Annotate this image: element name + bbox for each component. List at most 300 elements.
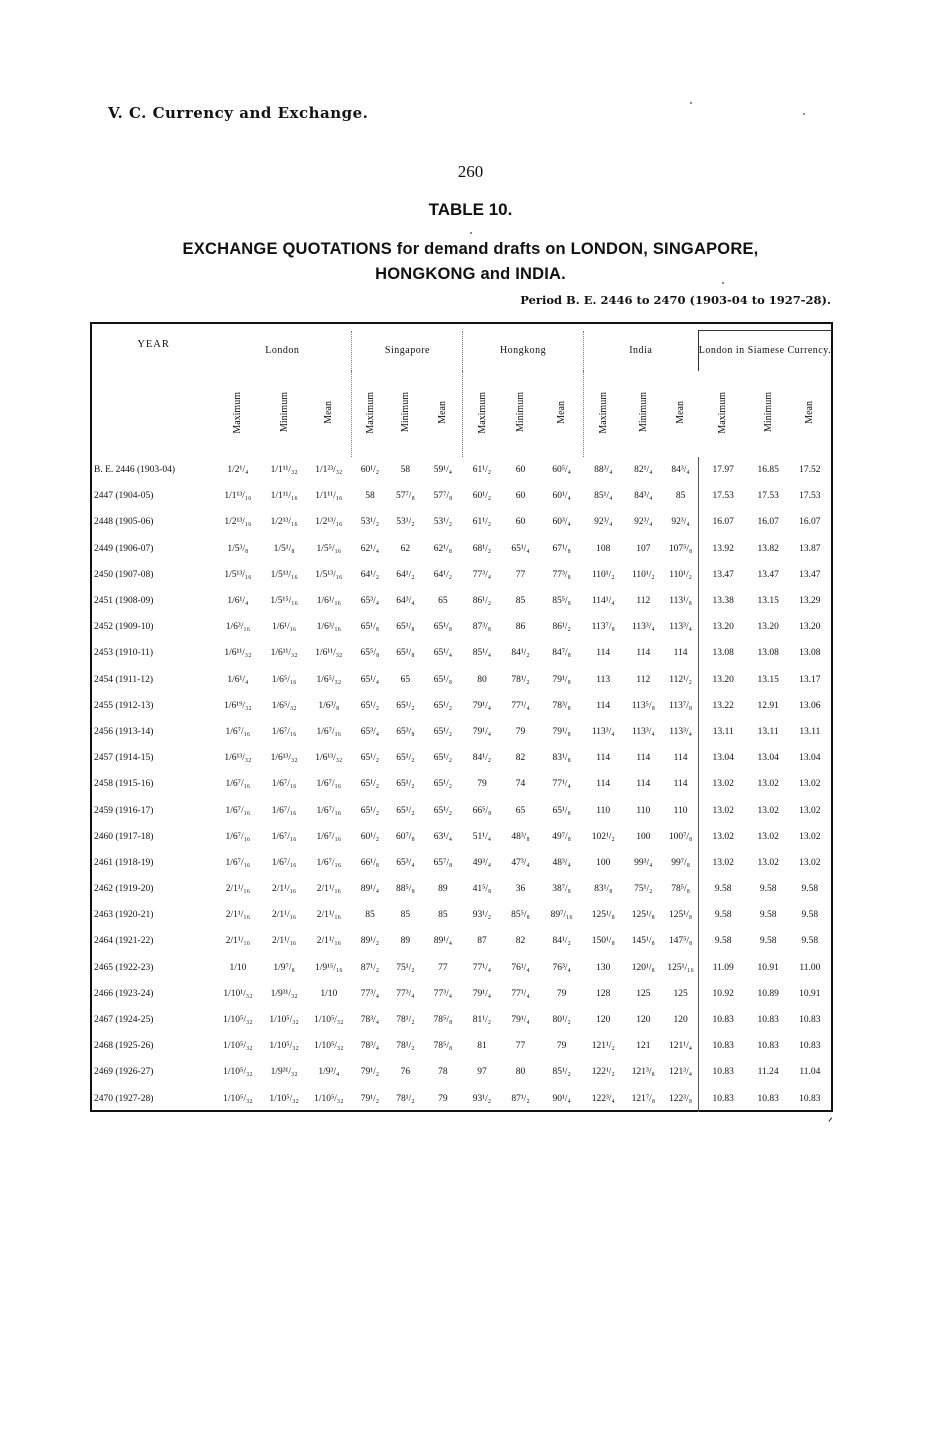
value-cell-london-siamese-maximum: 13.20 bbox=[698, 614, 747, 640]
value-cell-london-maximum: 1/6¹/₄ bbox=[227, 596, 249, 607]
value-cell-india-minimum: 84³/₄ bbox=[634, 491, 653, 502]
table-row bbox=[94, 955, 831, 981]
table-row bbox=[94, 614, 831, 640]
value-cell-london-siamese-minimum: 9.58 bbox=[759, 936, 777, 947]
value-cell-india-mean: 84³/₄ bbox=[671, 465, 690, 476]
value-cell-london-maximum: 1/1¹³/₁₆ bbox=[224, 491, 252, 502]
value-cell-singapore-minimum: 62 bbox=[400, 543, 411, 554]
value-cell-hongkong-mean: 86¹/₂ bbox=[552, 622, 571, 633]
value-cell-singapore-maximum: 78³/₄ bbox=[360, 1015, 380, 1026]
value-cell-london-maximum: 2/1¹/₁₆ bbox=[225, 910, 251, 921]
value-cell-india-minimum: 82¹/₄ bbox=[634, 465, 653, 476]
value-cell-london-mean: 1/10 bbox=[320, 988, 338, 999]
value-cell-hongkong-minimum: 77¹/₄ bbox=[511, 700, 530, 711]
value-cell-london-maximum: 1/6¹/₄ bbox=[227, 674, 249, 685]
value-cell-london-siamese-maximum: 9.58 bbox=[698, 928, 747, 954]
value-cell-london-maximum: 1/5¹³/₁₆ bbox=[224, 569, 252, 580]
exchange-quotations-table bbox=[94, 330, 831, 1112]
value-cell-india-maximum: 113 bbox=[596, 674, 611, 685]
value-cell-london-siamese-minimum: 10.83 bbox=[757, 1093, 779, 1104]
value-cell-hongkong-mean: 79 bbox=[556, 988, 567, 999]
value-cell-singapore-minimum: 57⁷/₈ bbox=[396, 491, 415, 502]
value-cell-london-mean: 1/6¹/₁₆ bbox=[316, 596, 341, 607]
value-cell-london-siamese-maximum: 9.58 bbox=[698, 876, 747, 902]
value-cell-india-maximum: 113³/₄ bbox=[591, 726, 615, 737]
value-cell-london-siamese-mean: 13.17 bbox=[799, 674, 821, 685]
subheader-hongkong-maximum bbox=[463, 371, 501, 457]
value-cell-hongkong-maximum: 87 bbox=[477, 936, 487, 947]
section-title: V. C. Currency and Exchange. bbox=[108, 104, 369, 122]
value-cell-singapore-mean: 77 bbox=[438, 962, 448, 973]
value-cell-london-maximum: 1/10⁵/₃₂ bbox=[223, 1093, 253, 1104]
value-cell-london-siamese-maximum: 17.97 bbox=[698, 457, 747, 483]
value-cell-london-mean: 1/6⁷/₁₆ bbox=[316, 805, 342, 816]
subheader-label: Mean bbox=[675, 401, 687, 424]
value-cell-india-maximum: 120 bbox=[596, 1015, 611, 1026]
scan-speck bbox=[803, 113, 805, 115]
value-cell-hongkong-mean: 85¹/₂ bbox=[552, 1067, 571, 1078]
value-cell-india-minimum: 112 bbox=[636, 596, 651, 607]
value-cell-hongkong-minimum: 86 bbox=[515, 622, 526, 633]
value-cell-london-siamese-minimum: 10.83 bbox=[757, 1015, 779, 1026]
value-cell-india-maximum: 100 bbox=[596, 857, 611, 868]
value-cell-india-maximum: 130 bbox=[596, 962, 611, 973]
value-cell-singapore-mean: 78 bbox=[438, 1067, 448, 1078]
value-cell-singapore-minimum: 65³/₈ bbox=[396, 726, 415, 737]
value-cell-singapore-mean: 65⁷/₈ bbox=[433, 857, 453, 868]
value-cell-hongkong-minimum: 82 bbox=[515, 936, 526, 947]
value-cell-singapore-minimum: 65³/₄ bbox=[396, 857, 415, 868]
value-cell-singapore-maximum: 65¹/₂ bbox=[360, 700, 380, 711]
value-cell-london-siamese-minimum: 13.15 bbox=[757, 596, 779, 607]
value-cell-singapore-mean: 65¹/₈ bbox=[433, 674, 453, 685]
value-cell-hongkong-maximum: 79¹/₄ bbox=[472, 700, 492, 711]
value-cell-london-siamese-mean: 13.06 bbox=[799, 700, 821, 711]
subheader-india-mean bbox=[663, 371, 698, 457]
year-cell: B. E. 2446 (1903-04) bbox=[94, 465, 176, 476]
value-cell-singapore-mean: 77³/₄ bbox=[433, 988, 453, 999]
value-cell-london-mean: 1/6³/₈ bbox=[318, 700, 340, 711]
value-cell-singapore-minimum: 60⁷/₈ bbox=[396, 831, 415, 842]
subheader-label: Mean bbox=[555, 401, 567, 424]
value-cell-singapore-mean: 64¹/₂ bbox=[433, 569, 453, 580]
value-cell-london-mean: 1/5⁵/₁₆ bbox=[316, 543, 342, 554]
value-cell-london-siamese-mean: 13.87 bbox=[799, 543, 821, 554]
value-cell-singapore-mean: 79 bbox=[438, 1093, 448, 1104]
value-cell-india-mean: 121³/₄ bbox=[669, 1067, 693, 1078]
value-cell-india-mean: 113³/₄ bbox=[669, 622, 692, 633]
value-cell-hongkong-minimum: 84¹/₂ bbox=[511, 648, 530, 659]
value-cell-india-mean: 114 bbox=[673, 648, 688, 659]
value-cell-hongkong-mean: 49⁷/₈ bbox=[552, 831, 571, 842]
value-cell-india-minimum: 121 bbox=[636, 1041, 651, 1052]
value-cell-hongkong-mean: 65¹/₈ bbox=[552, 805, 571, 816]
value-cell-hongkong-minimum: 47³/₄ bbox=[511, 857, 530, 868]
subheader-london-minimum bbox=[263, 371, 306, 457]
value-cell-london-siamese-minimum: 13.02 bbox=[757, 831, 779, 842]
value-cell-london-mean: 1/9¹⁵/₁₆ bbox=[315, 962, 343, 973]
value-cell-hongkong-mean: 90¹/₄ bbox=[552, 1093, 571, 1104]
value-cell-london-minimum: 1/6¹¹/₃₂ bbox=[270, 648, 298, 659]
value-cell-hongkong-maximum: 79 bbox=[477, 779, 487, 790]
value-cell-hongkong-mean: 79¹/₈ bbox=[552, 726, 571, 737]
value-cell-london-minimum: 1/5¹/₈ bbox=[273, 543, 295, 554]
value-cell-london-minimum: 1/6⁵/₃₂ bbox=[271, 700, 297, 711]
table-row bbox=[94, 588, 831, 614]
value-cell-india-minimum: 120 bbox=[636, 1015, 651, 1026]
table-title: TABLE 10. bbox=[428, 200, 513, 219]
table-row bbox=[94, 693, 831, 719]
value-cell-hongkong-minimum: 48³/₈ bbox=[511, 831, 530, 842]
value-cell-london-minimum: 1/6⁷/₁₆ bbox=[271, 805, 297, 816]
value-cell-london-mean: 1/9³/₄ bbox=[318, 1067, 340, 1078]
value-cell-hongkong-minimum: 65¹/₄ bbox=[511, 543, 530, 554]
value-cell-london-maximum: 1/2¹/₄ bbox=[227, 465, 249, 476]
value-cell-singapore-maximum: 62¹/₄ bbox=[360, 543, 380, 554]
value-cell-india-maximum: 122¹/₂ bbox=[591, 1067, 615, 1078]
subheader-singapore-minimum bbox=[388, 371, 423, 457]
year-cell: 2450 (1907-08) bbox=[94, 569, 154, 580]
value-cell-london-mean: 1/6⁵/₃₂ bbox=[316, 674, 342, 685]
value-cell-london-maximum: 1/6⁷/₁₆ bbox=[225, 779, 251, 790]
value-cell-india-minimum: 113³/₄ bbox=[631, 622, 655, 633]
subheader-label: Minimum bbox=[514, 392, 526, 433]
value-cell-india-mean: 100⁷/₈ bbox=[668, 831, 693, 842]
year-cell: 2453 (1910-11) bbox=[94, 648, 154, 659]
value-cell-london-siamese-mean: 13.29 bbox=[799, 596, 821, 607]
value-cell-india-maximum: 150¹/₈ bbox=[591, 936, 615, 947]
page-number: 260 bbox=[457, 162, 484, 181]
table-row bbox=[94, 745, 831, 771]
value-cell-india-minimum: 114 bbox=[636, 648, 651, 659]
year-cell: 2467 (1924-25) bbox=[94, 1015, 154, 1026]
value-cell-london-siamese-maximum: 13.02 bbox=[698, 850, 747, 876]
value-cell-london-siamese-minimum: 13.08 bbox=[757, 648, 779, 659]
value-cell-hongkong-maximum: 84¹/₂ bbox=[472, 753, 492, 764]
value-cell-singapore-maximum: 85 bbox=[365, 910, 375, 921]
year-cell: 2461 (1918-19) bbox=[94, 857, 154, 868]
group-header-hongkong: Hongkong bbox=[463, 331, 583, 372]
value-cell-india-maximum: 125¹/₈ bbox=[591, 910, 615, 921]
value-cell-london-maximum: 1/6⁷/₁₆ bbox=[225, 726, 251, 737]
value-cell-singapore-minimum: 88⁵/₈ bbox=[396, 884, 415, 895]
value-cell-london-siamese-mean: 13.11 bbox=[799, 726, 821, 737]
value-cell-singapore-maximum: 53¹/₂ bbox=[360, 517, 380, 528]
value-cell-india-mean: 122³/₈ bbox=[669, 1093, 693, 1104]
value-cell-singapore-minimum: 85 bbox=[400, 910, 411, 921]
value-cell-london-siamese-maximum: 17.53 bbox=[698, 483, 747, 509]
value-cell-hongkong-maximum: 77¹/₄ bbox=[472, 962, 492, 973]
value-cell-singapore-mean: 89¹/₄ bbox=[433, 936, 453, 947]
value-cell-singapore-mean: 65¹/₂ bbox=[433, 726, 453, 737]
value-cell-india-maximum: 85¹/₄ bbox=[594, 491, 613, 502]
table-row bbox=[94, 928, 831, 954]
value-cell-india-minimum: 75¹/₂ bbox=[634, 884, 653, 895]
value-cell-singapore-mean: 78⁵/₈ bbox=[433, 1041, 453, 1052]
value-cell-london-maximum: 1/6¹¹/₃₂ bbox=[224, 648, 252, 659]
value-cell-london-minimum: 1/6¹³/₃₂ bbox=[270, 753, 298, 764]
table-row bbox=[94, 850, 831, 876]
table-heading-line-1: EXCHANGE QUOTATIONS for demand drafts on LONDON, SINGAPORE, bbox=[182, 240, 759, 258]
year-cell: 2462 (1919-20) bbox=[94, 884, 154, 895]
scan-speck bbox=[690, 102, 692, 104]
value-cell-singapore-maximum: 65³/₄ bbox=[360, 726, 380, 737]
value-cell-london-siamese-maximum: 13.47 bbox=[698, 562, 747, 588]
value-cell-india-maximum: 113⁷/₈ bbox=[591, 622, 615, 633]
value-cell-india-maximum: 114 bbox=[596, 779, 611, 790]
value-cell-hongkong-mean: 83¹/₈ bbox=[552, 753, 571, 764]
value-cell-singapore-mean: 65 bbox=[438, 596, 448, 607]
value-cell-london-minimum: 1/9³¹/₃₂ bbox=[270, 1067, 298, 1078]
year-cell: 2464 (1921-22) bbox=[94, 936, 154, 947]
value-cell-hongkong-maximum: 68¹/₂ bbox=[472, 543, 492, 554]
value-cell-london-minimum: 1/10⁵/₃₂ bbox=[269, 1093, 299, 1104]
value-cell-singapore-maximum: 66¹/₈ bbox=[360, 857, 380, 868]
value-cell-india-maximum: 110¹/₂ bbox=[591, 569, 615, 580]
value-cell-hongkong-minimum: 79¹/₄ bbox=[511, 1015, 530, 1026]
value-cell-india-mean: 113⁷/₈ bbox=[668, 700, 693, 711]
value-cell-london-maximum: 1/6³/₁₆ bbox=[225, 622, 251, 633]
value-cell-hongkong-minimum: 87¹/₂ bbox=[511, 1093, 530, 1104]
value-cell-london-minimum: 1/10⁵/₃₂ bbox=[269, 1041, 299, 1052]
year-cell: 2457 (1914-15) bbox=[94, 753, 154, 764]
value-cell-london-mean: 1/6⁷/₁₆ bbox=[316, 857, 342, 868]
table-row bbox=[94, 536, 831, 562]
table-row bbox=[94, 1059, 831, 1085]
value-cell-hongkong-mean: 80¹/₂ bbox=[552, 1015, 571, 1026]
value-cell-hongkong-mean: 38⁷/₈ bbox=[552, 884, 571, 895]
value-cell-singapore-mean: 65¹/₄ bbox=[433, 648, 453, 659]
value-cell-india-minimum: 125 bbox=[636, 988, 651, 999]
subheader-india-minimum bbox=[623, 371, 663, 457]
value-cell-london-siamese-minimum: 13.02 bbox=[757, 857, 779, 868]
value-cell-london-siamese-maximum: 13.02 bbox=[698, 797, 747, 823]
subheader-london-maximum bbox=[213, 371, 262, 457]
value-cell-london-mean: 1/2¹³/₁₆ bbox=[315, 517, 343, 528]
value-cell-singapore-minimum: 65¹/₈ bbox=[396, 648, 415, 659]
subheader-label: Maximum bbox=[232, 391, 244, 434]
year-cell: 2469 (1926-27) bbox=[94, 1067, 154, 1078]
value-cell-india-minimum: 107 bbox=[636, 543, 651, 554]
value-cell-india-minimum: 112 bbox=[636, 674, 651, 685]
value-cell-singapore-maximum: 64¹/₂ bbox=[360, 569, 380, 580]
value-cell-india-mean: 121¹/₄ bbox=[669, 1041, 693, 1052]
value-cell-hongkong-maximum: 97 bbox=[477, 1067, 487, 1078]
value-cell-london-siamese-minimum: 13.02 bbox=[757, 805, 779, 816]
value-cell-india-mean: 110 bbox=[673, 805, 688, 816]
value-cell-singapore-mean: 89 bbox=[438, 884, 448, 895]
value-cell-singapore-maximum: 79¹/₂ bbox=[360, 1067, 380, 1078]
subheader-hongkong-mean bbox=[540, 371, 583, 457]
value-cell-hongkong-mean: 60³/₄ bbox=[552, 517, 571, 528]
value-cell-london-siamese-maximum: 13.08 bbox=[698, 640, 747, 666]
value-cell-london-siamese-minimum: 13.11 bbox=[757, 726, 779, 737]
value-cell-hongkong-minimum: 76¹/₄ bbox=[511, 962, 530, 973]
subheader-label: Minimum bbox=[762, 392, 774, 433]
value-cell-london-minimum: 1/6⁷/₁₆ bbox=[271, 779, 297, 790]
value-cell-singapore-maximum: 65¹/₄ bbox=[360, 674, 380, 685]
value-cell-hongkong-maximum: 81¹/₂ bbox=[472, 1015, 492, 1026]
value-cell-singapore-mean: 85 bbox=[438, 910, 448, 921]
value-cell-singapore-minimum: 65¹/₂ bbox=[396, 753, 415, 764]
value-cell-london-siamese-mean: 9.58 bbox=[801, 936, 819, 947]
value-cell-london-siamese-mean: 13.02 bbox=[799, 779, 821, 790]
value-cell-india-minimum: 125¹/₈ bbox=[631, 910, 655, 921]
subheader-label: Maximum bbox=[597, 391, 609, 434]
value-cell-india-maximum: 88³/₄ bbox=[594, 465, 613, 476]
value-cell-india-mean: 99⁷/₈ bbox=[671, 857, 690, 868]
subheader-london-siamese-mean bbox=[789, 371, 831, 457]
value-cell-london-siamese-mean: 13.20 bbox=[799, 622, 821, 633]
value-cell-london-siamese-maximum: 13.02 bbox=[698, 824, 747, 850]
value-cell-london-maximum: 1/6⁷/₁₆ bbox=[225, 805, 251, 816]
value-cell-singapore-minimum: 53¹/₂ bbox=[396, 517, 415, 528]
value-cell-london-siamese-mean: 13.08 bbox=[799, 648, 821, 659]
value-cell-hongkong-maximum: 60¹/₂ bbox=[472, 491, 492, 502]
value-cell-hongkong-minimum: 77 bbox=[515, 569, 526, 580]
table-row bbox=[94, 719, 831, 745]
value-cell-london-siamese-maximum: 10.83 bbox=[698, 1059, 747, 1085]
value-cell-london-siamese-mean: 11.04 bbox=[799, 1067, 821, 1078]
value-cell-hongkong-maximum: 79¹/₄ bbox=[472, 988, 492, 999]
value-cell-london-maximum: 1/10¹/₃₂ bbox=[223, 988, 253, 999]
value-cell-london-siamese-maximum: 10.83 bbox=[698, 1086, 747, 1112]
value-cell-singapore-mean: 59¹/₄ bbox=[433, 465, 453, 476]
subheader-label: Maximum bbox=[476, 391, 488, 434]
value-cell-hongkong-minimum: 78¹/₂ bbox=[511, 674, 530, 685]
value-cell-india-minimum: 114 bbox=[636, 753, 651, 764]
value-cell-hongkong-mean: 48³/₄ bbox=[552, 857, 571, 868]
subheader-label: Maximum bbox=[364, 391, 376, 434]
value-cell-london-siamese-maximum: 13.11 bbox=[698, 719, 747, 745]
subheader-london-siamese-maximum bbox=[698, 371, 747, 457]
value-cell-india-minimum: 110 bbox=[636, 805, 651, 816]
value-cell-hongkong-minimum: 60 bbox=[515, 491, 526, 502]
value-cell-london-maximum: 1/6⁷/₁₆ bbox=[225, 857, 251, 868]
value-cell-hongkong-mean: 78³/₈ bbox=[552, 700, 571, 711]
value-cell-london-siamese-minimum: 16.07 bbox=[757, 517, 779, 528]
value-cell-london-minimum: 1/5¹³/₁₆ bbox=[270, 569, 298, 580]
value-cell-india-maximum: 83¹/₈ bbox=[594, 884, 613, 895]
value-cell-hongkong-mean: 84¹/₂ bbox=[552, 936, 571, 947]
value-cell-hongkong-mean: 89⁷/₁₆ bbox=[550, 910, 573, 921]
value-cell-london-siamese-mean: 13.02 bbox=[799, 805, 821, 816]
year-cell: 2452 (1909-10) bbox=[94, 622, 154, 633]
value-cell-london-minimum: 1/9⁷/₈ bbox=[273, 962, 295, 973]
value-cell-london-minimum: 1/6⁵/₁₆ bbox=[271, 674, 297, 685]
year-cell: 2468 (1925-26) bbox=[94, 1041, 154, 1052]
value-cell-london-siamese-mean: 10.83 bbox=[799, 1093, 821, 1104]
year-cell: 2451 (1908-09) bbox=[94, 596, 154, 607]
value-cell-london-siamese-maximum: 10.83 bbox=[698, 1033, 747, 1059]
value-cell-singapore-minimum: 65¹/₂ bbox=[396, 700, 415, 711]
table-row bbox=[94, 1007, 831, 1033]
value-cell-india-maximum: 108 bbox=[596, 543, 611, 554]
value-cell-hongkong-maximum: 87³/₈ bbox=[472, 622, 492, 633]
table-row bbox=[94, 509, 831, 535]
value-cell-india-mean: 112¹/₂ bbox=[669, 674, 692, 685]
table-row bbox=[94, 667, 831, 693]
value-cell-hongkong-mean: 85⁵/₈ bbox=[552, 596, 571, 607]
table-row bbox=[94, 797, 831, 823]
value-cell-singapore-maximum: 65¹/₂ bbox=[360, 805, 380, 816]
table-row bbox=[94, 1086, 831, 1112]
value-cell-london-minimum: 1/5¹⁵/₁₆ bbox=[270, 596, 298, 607]
value-cell-london-mean: 1/10⁵/₃₂ bbox=[314, 1093, 344, 1104]
value-cell-hongkong-minimum: 60 bbox=[515, 517, 526, 528]
value-cell-london-maximum: 1/10⁵/₃₂ bbox=[223, 1067, 253, 1078]
table-row bbox=[94, 902, 831, 928]
value-cell-london-siamese-minimum: 10.83 bbox=[757, 1041, 779, 1052]
value-cell-india-mean: 114 bbox=[673, 753, 688, 764]
value-cell-singapore-maximum: 65¹/₂ bbox=[360, 779, 380, 790]
value-cell-london-mean: 1/1¹¹/₁₆ bbox=[315, 491, 343, 502]
value-cell-india-mean: 78⁵/₈ bbox=[671, 884, 690, 895]
value-cell-india-minimum: 113³/₄ bbox=[631, 726, 655, 737]
value-cell-hongkong-mean: 67¹/₈ bbox=[552, 543, 571, 554]
value-cell-india-minimum: 110¹/₂ bbox=[631, 569, 655, 580]
value-cell-london-maximum: 1/10 bbox=[229, 962, 247, 973]
value-cell-london-minimum: 1/6⁷/₁₆ bbox=[271, 857, 297, 868]
value-cell-london-maximum: 1/10⁵/₃₂ bbox=[223, 1015, 253, 1026]
value-cell-london-minimum: 1/2¹³/₁₆ bbox=[270, 517, 298, 528]
value-cell-london-maximum: 1/6¹³/₃₂ bbox=[224, 753, 252, 764]
year-cell: 2449 (1906-07) bbox=[94, 543, 154, 554]
value-cell-london-siamese-maximum: 13.04 bbox=[698, 745, 747, 771]
table-row bbox=[94, 457, 831, 483]
value-cell-hongkong-maximum: 85¹/₄ bbox=[472, 648, 492, 659]
value-cell-singapore-maximum: 78³/₄ bbox=[360, 1041, 380, 1052]
period-subtitle: Period B. E. 2446 to 2470 (1903-04 to 1927-28). bbox=[520, 293, 831, 307]
table-row bbox=[94, 824, 831, 850]
value-cell-london-siamese-minimum: 13.02 bbox=[757, 779, 779, 790]
group-header-london: London bbox=[265, 345, 300, 357]
value-cell-singapore-maximum: 65¹/₈ bbox=[360, 622, 380, 633]
value-cell-london-siamese-maximum: 10.92 bbox=[698, 981, 747, 1007]
value-cell-london-maximum: 1/6⁷/₁₆ bbox=[225, 831, 251, 842]
value-cell-singapore-mean: 78⁵/₈ bbox=[433, 1015, 453, 1026]
value-cell-singapore-maximum: 58 bbox=[365, 491, 375, 502]
value-cell-london-mean: 1/6¹¹/₃₂ bbox=[315, 648, 343, 659]
value-cell-london-maximum: 1/10⁵/₃₂ bbox=[223, 1041, 253, 1052]
year-cell: 2448 (1905-06) bbox=[94, 517, 154, 528]
value-cell-singapore-maximum: 65³/₄ bbox=[360, 596, 380, 607]
subheader-label: Maximum bbox=[717, 391, 729, 434]
value-cell-london-siamese-mean: 13.02 bbox=[799, 831, 821, 842]
value-cell-singapore-minimum: 64¹/₂ bbox=[396, 569, 415, 580]
subheader-label: Minimum bbox=[637, 392, 649, 433]
value-cell-india-minimum: 114 bbox=[636, 779, 651, 790]
value-cell-india-maximum: 92³/₄ bbox=[594, 517, 613, 528]
subheader-london-mean bbox=[306, 371, 352, 457]
value-cell-london-siamese-minimum: 12.91 bbox=[757, 700, 779, 711]
value-cell-london-siamese-minimum: 17.53 bbox=[757, 491, 779, 502]
value-cell-london-siamese-mean: 10.83 bbox=[799, 1041, 821, 1052]
value-cell-singapore-mean: 63¹/₄ bbox=[433, 831, 453, 842]
year-cell: 2455 (1912-13) bbox=[94, 700, 154, 711]
value-cell-india-mean: 113³/₄ bbox=[669, 726, 692, 737]
value-cell-london-mean: 1/5¹³/₁₆ bbox=[315, 569, 343, 580]
value-cell-singapore-maximum: 77³/₄ bbox=[360, 988, 380, 999]
value-cell-india-mean: 125¹/₈ bbox=[669, 910, 693, 921]
value-cell-singapore-mean: 57⁷/₈ bbox=[433, 491, 453, 502]
value-cell-hongkong-maximum: 93¹/₂ bbox=[472, 910, 492, 921]
value-cell-india-minimum: 92³/₄ bbox=[634, 517, 653, 528]
value-cell-london-siamese-minimum: 13.04 bbox=[757, 753, 779, 764]
value-cell-hongkong-minimum: 65 bbox=[515, 805, 526, 816]
value-cell-singapore-maximum: 60¹/₂ bbox=[360, 465, 380, 476]
year-cell: 2463 (1920-21) bbox=[94, 910, 154, 921]
